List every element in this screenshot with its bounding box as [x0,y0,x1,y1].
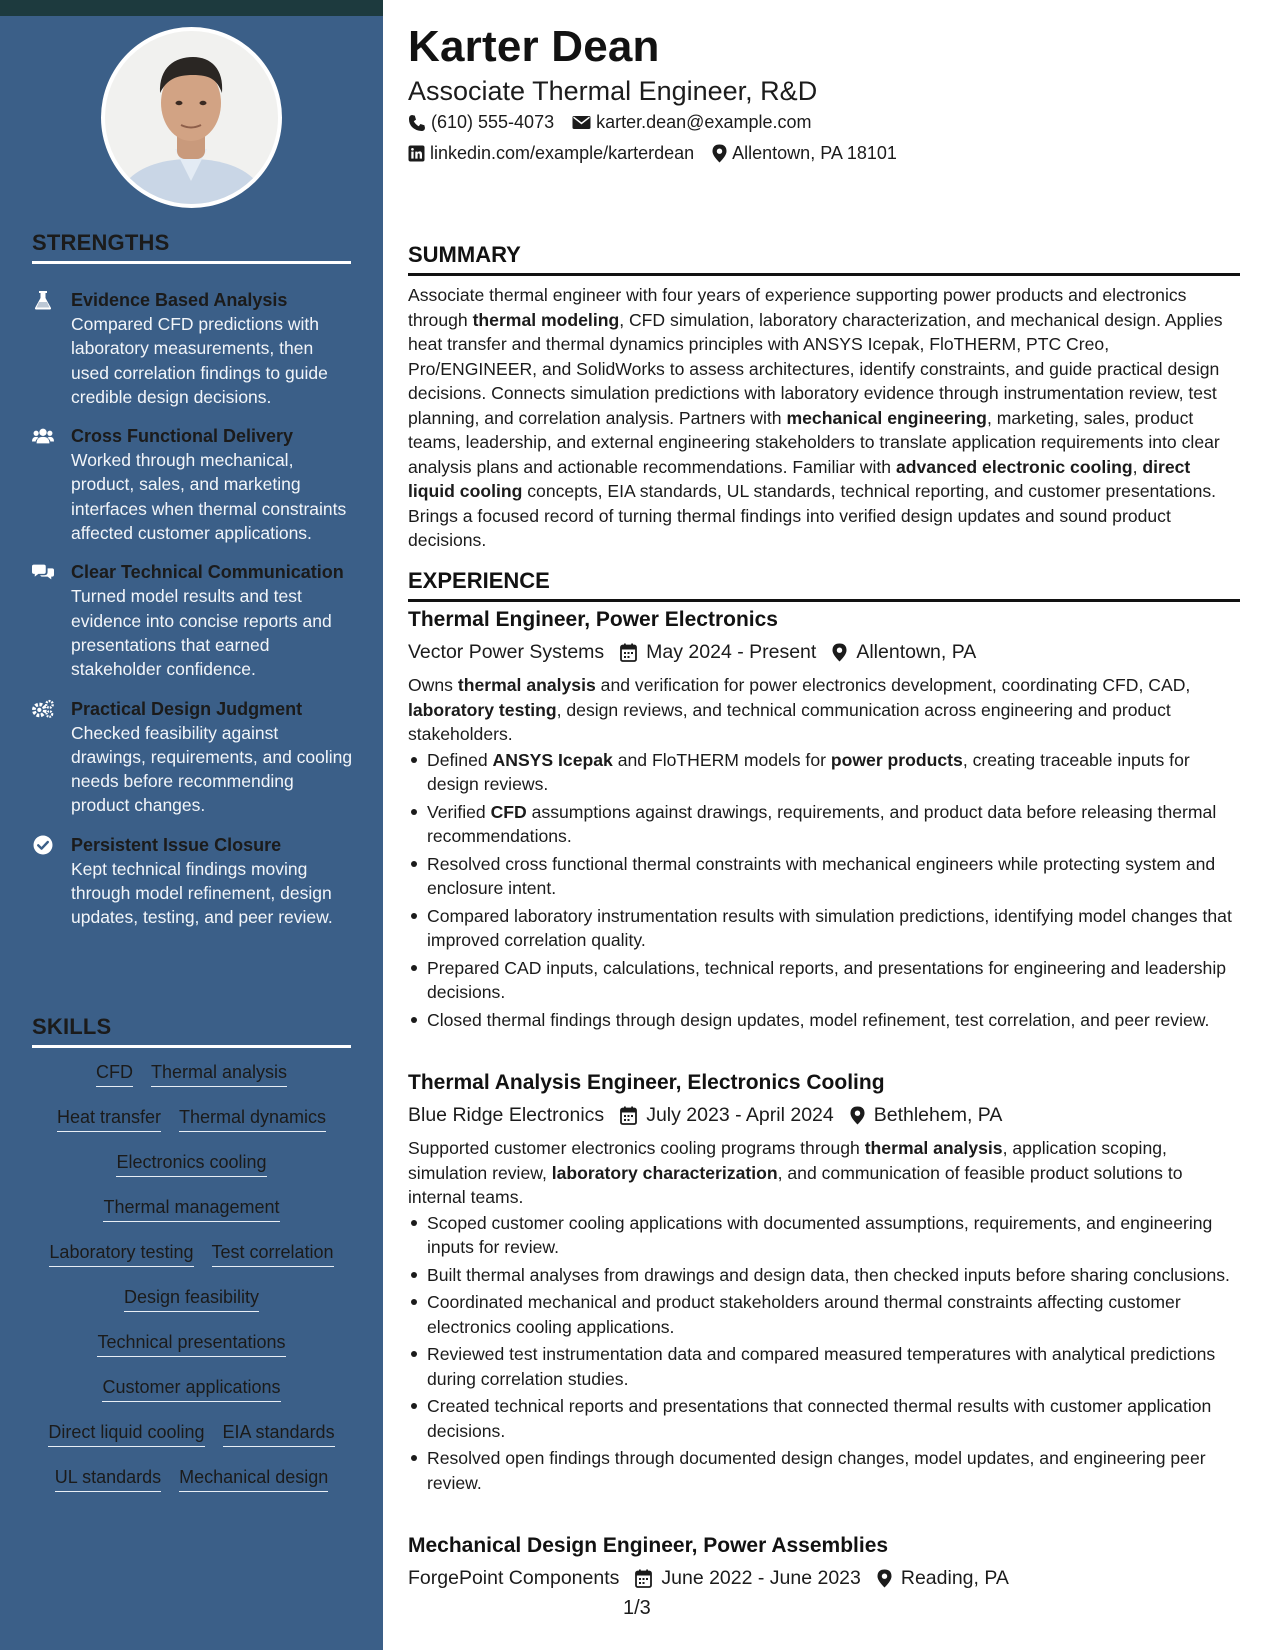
comments-icon [32,561,54,583]
skill-tag: Technical presentations [97,1330,285,1357]
job-entry [408,605,1240,1035]
strength-title: Evidence Based Analysis [71,290,288,310]
location-text: Allentown, PA 18101 [732,143,897,163]
skills-heading: SKILLS [32,1014,351,1048]
strength-item [32,288,354,409]
linkedin-text[interactable]: linkedin.com/example/karterdean [430,143,695,163]
job-meta [408,1100,1240,1130]
phone-contact [408,112,554,133]
profile-photo [101,27,282,208]
summary-text: Associate thermal engineer with four years of experience supporting power products and electronics through thermal modeling, CFD simulation, laboratory characterization, and mechanical design. Applies heat transfer and thermal dynamics principles with ANSYS Icepak, FloTHERM, PTC Creo, Pro/ENGINEER, and SolidWorks to assess architectures, identify constraints, and guide practical design decisions. Connects simulation predictions with laboratory evidence through instrumentation review, test planning, and correlation analysis. Partners with mechanical engineering, marketing, sales, product teams, leadership, and external engineering stakeholders to translate application requirements into clear analysis plans and actionable recommendations. Familiar with advanced electronic cooling, direct liquid cooling concepts, EIA standards, UL standards, technical reporting, and customer presentations. Brings a focused record of turning thermal findings into verified design updates and sound product decisions. [408,285,1223,550]
strength-title: Cross Functional Delivery [71,426,294,447]
strength-item [32,697,354,818]
skill-tag: Mechanical design [179,1465,328,1492]
bullet-item: Created technical reports and presentations that connected thermal results with customer application decisions. [408,1394,1240,1443]
strength-item [32,833,354,930]
skill-tag: Electronics cooling [116,1150,266,1177]
strength-description: Turned model results and test evidence into concise reports and presentations that earned stakeholder confidence. [71,586,332,680]
company-name: Blue Ridge Electronics [408,1104,605,1126]
bullet-item: Resolved open findings through documented design changes, model updates, and engineering peer review. [408,1446,1240,1495]
skill-tag: Customer applications [102,1375,280,1402]
contact-row-2 [408,143,915,164]
calendar-icon [620,643,637,662]
strength-item [32,424,354,545]
job-dates [635,1563,861,1593]
skill-row [32,1420,351,1465]
skill-tag: Thermal management [103,1195,279,1222]
strength-title: Practical Design Judgment [71,698,303,719]
bullet-item: Resolved cross functional thermal constraints with mechanical engineers while protecting system and enclosure intent. [408,852,1240,901]
page-number: 1/3 [623,1597,651,1619]
location-contact [712,143,897,164]
envelope-icon [572,115,591,130]
experience-heading: EXPERIENCE [408,568,1240,602]
job-title: Mechanical Design Engineer, Power Assemblies [408,1534,889,1557]
map-pin-icon [832,643,847,662]
skill-row [32,1150,351,1195]
candidate-name: Karter Dean [408,22,660,71]
job-location-text: Reading, PA [900,1567,1009,1589]
strength-description: Checked feasibility against drawings, requirements, and cooling needs before recommending product changes. [71,722,353,816]
strength-description: Kept technical findings moving through model refinement, design updates, testing, and peer review. [71,858,333,928]
strengths-list [32,288,354,945]
skill-tag: UL standards [55,1465,161,1492]
skill-row [32,1330,351,1375]
job-location-text: Allentown, PA [856,641,977,663]
phone-icon [408,114,426,132]
job-location [877,1563,1009,1593]
users-icon [32,425,54,447]
linkedin-icon [408,145,425,162]
skill-row [32,1195,351,1240]
strength-title: Persistent Issue Closure [71,834,282,855]
skill-row [32,1375,351,1420]
contact-row-1 [408,112,829,133]
gears-icon [32,698,54,720]
map-pin-icon [850,1106,865,1125]
bullet-item: Reviewed test instrumentation data and compared measured temperatures with analytical predictions during correlation studies. [408,1342,1240,1391]
job-title: Thermal Analysis Engineer, Electronics Cooling [408,1071,885,1094]
job-bullets [408,1211,1240,1496]
job-entry [408,1531,1240,1593]
skill-row [32,1240,351,1285]
summary-heading: SUMMARY [408,242,1240,276]
job-title: Thermal Engineer, Power Electronics [408,608,778,631]
job-intro: Supported customer electronics cooling programs through thermal analysis, application scoping, simulation review, laboratory characterization, and communication of feasible product solutions to internal teams. [408,1138,1183,1207]
job-meta [408,637,1240,667]
skills-list [32,1060,351,1510]
skill-tag: Heat transfer [57,1105,161,1132]
skill-tag: EIA standards [223,1420,335,1447]
map-pin-icon [877,1569,892,1588]
job-dates [620,1100,834,1130]
company-name: ForgePoint Components [408,1567,620,1589]
linkedin-contact[interactable] [408,143,694,164]
job-location [850,1100,1003,1130]
skill-tag: Test correlation [212,1240,334,1267]
bullet-item: Defined ANSYS Icepak and FloTHERM models for power products, creating traceable inputs for design reviews. [408,748,1240,797]
map-pin-icon [712,144,727,163]
bullet-item: Scoped customer cooling applications with documented assumptions, requirements, and engineering inputs for review. [408,1211,1240,1260]
job-dates-text: July 2023 - April 2024 [646,1104,834,1126]
skill-row [32,1285,351,1330]
strengths-heading: STRENGTHS [32,230,351,264]
bullet-item: Verified CFD assumptions against drawings, requirements, and product data before releasing thermal recommendations. [408,800,1240,849]
email-text[interactable]: karter.dean@example.com [596,112,812,132]
candidate-title: Associate Thermal Engineer, R&D [408,76,818,106]
skill-tag: Laboratory testing [49,1240,193,1267]
profile-photo-image [105,31,278,204]
check-circle-icon [32,834,54,856]
bullet-item: Prepared CAD inputs, calculations, technical reports, and presentations for engineering and leadership decisions. [408,956,1240,1005]
skill-tag: Thermal dynamics [179,1105,326,1132]
calendar-icon [635,1569,652,1588]
job-location [832,637,976,667]
strength-item [32,560,354,681]
flask-icon [32,289,54,311]
skill-row [32,1060,351,1105]
job-dates [620,637,816,667]
job-location-text: Bethlehem, PA [873,1104,1003,1126]
phone-text: (610) 555-4073 [431,112,555,132]
skill-row [32,1105,351,1150]
job-dates-text: June 2022 - June 2023 [661,1567,861,1589]
skill-row [32,1465,351,1510]
job-bullets [408,748,1240,1033]
calendar-icon [620,1106,637,1125]
bullet-item: Coordinated mechanical and product stakeholders around thermal constraints affecting customer electronics cooling applications. [408,1290,1240,1339]
bullet-item: Compared laboratory instrumentation results with simulation predictions, identifying model changes that improved correlation quality. [408,904,1240,953]
bullet-item: Built thermal analyses from drawings and design data, then checked inputs before sharing conclusions. [408,1263,1240,1288]
strength-description: Compared CFD predictions with laboratory measurements, then used correlation findings to guide credible design decisions. [71,314,328,407]
skill-tag: Direct liquid cooling [48,1420,204,1447]
strength-title: Clear Technical Communication [71,562,344,583]
skill-tag: CFD [96,1060,133,1087]
job-dates-text: May 2024 - Present [646,641,817,663]
bullet-item: Closed thermal findings through design updates, model refinement, test correlation, and peer review. [408,1008,1240,1033]
job-entry [408,1068,1240,1498]
company-name: Vector Power Systems [408,641,605,663]
email-contact[interactable] [572,112,811,133]
skill-tag: Thermal analysis [151,1060,287,1087]
job-intro: Owns thermal analysis and verification for power electronics development, coordinating CFD, CAD, laboratory testing, design reviews, and technical communication across engineering and product stakeholders. [408,675,1191,744]
top-accent-bar [0,0,383,16]
job-meta [408,1563,1240,1593]
strength-description: Worked through mechanical, product, sales, and marketing interfaces when thermal constraints affected customer applications. [71,450,347,544]
skill-tag: Design feasibility [124,1285,259,1312]
